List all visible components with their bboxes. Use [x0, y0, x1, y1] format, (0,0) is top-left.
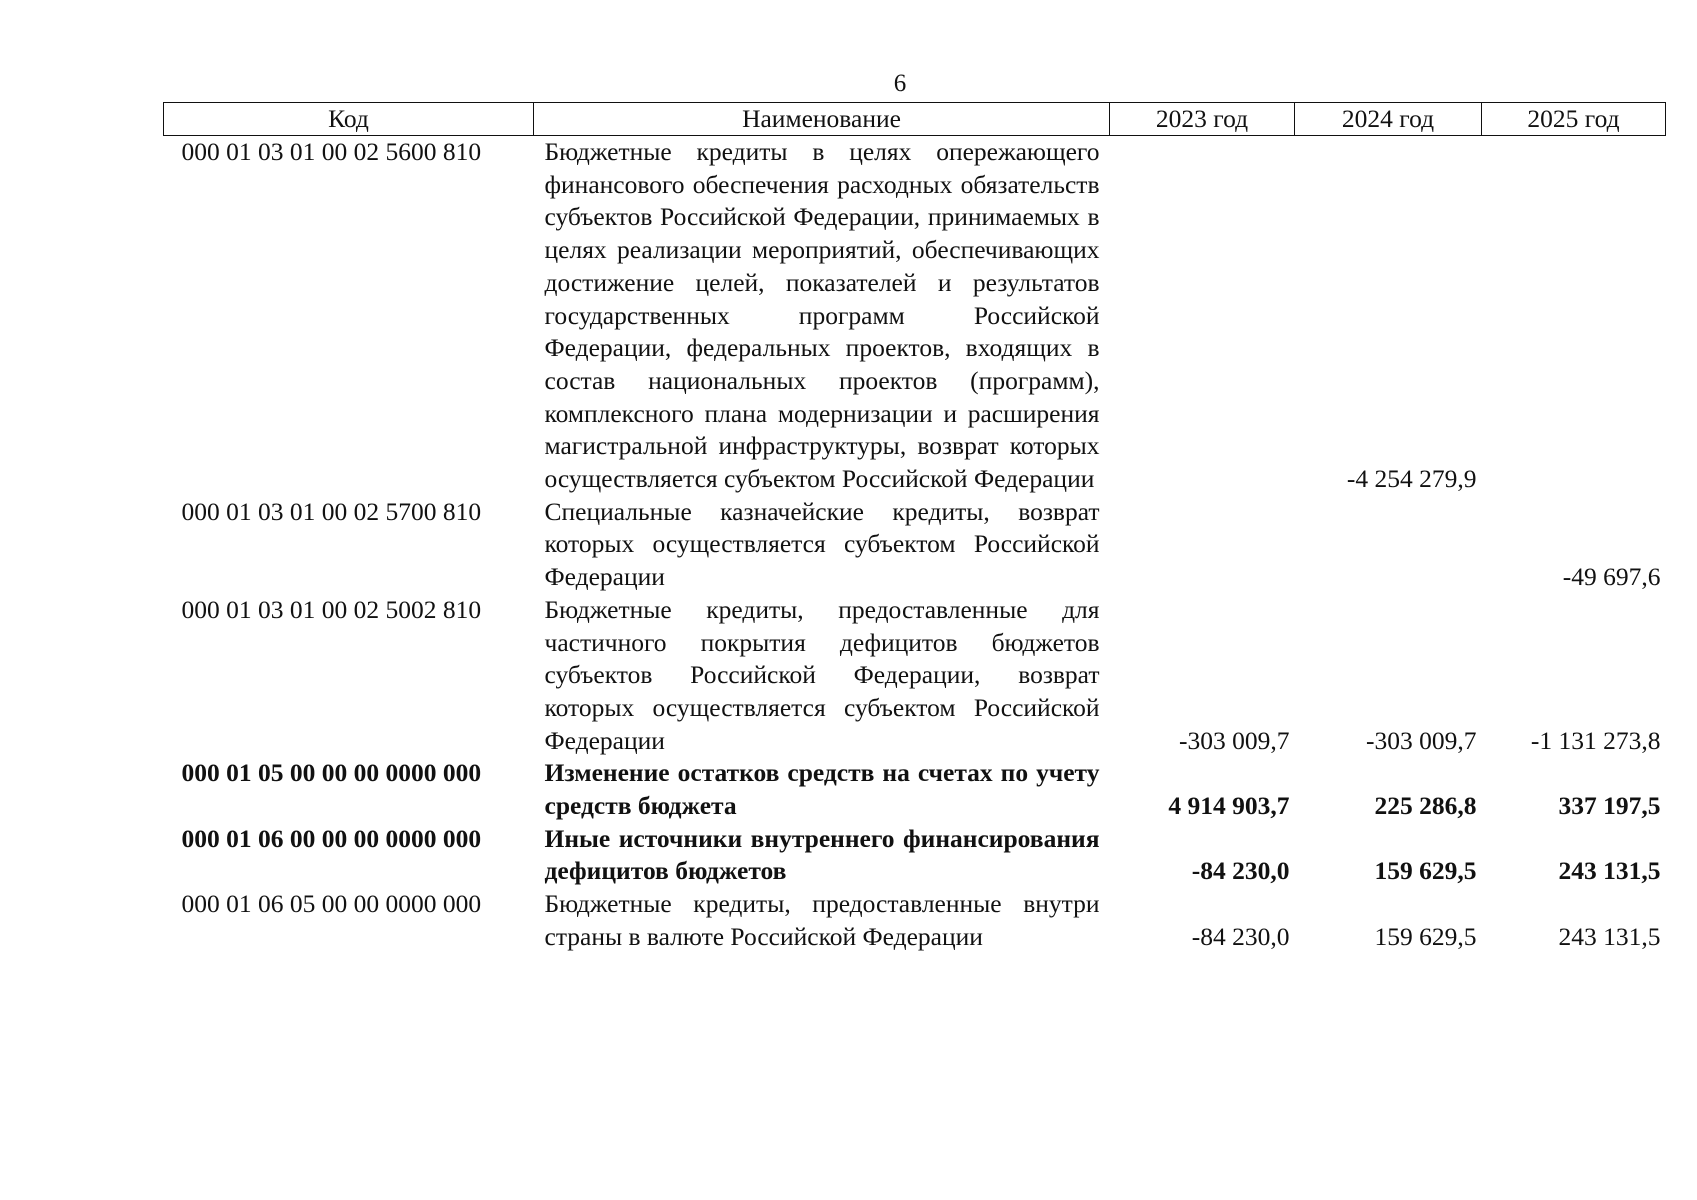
- row-value-2023: -84 230,0: [1191, 921, 1290, 951]
- header-name: Наименование: [534, 103, 1110, 136]
- header-row: [164, 103, 1666, 136]
- row-value-2024: -4 254 279,9: [1346, 464, 1477, 494]
- row-value-2025: [1482, 136, 1666, 496]
- row-code: 000 01 03 01 00 02 5700 810: [181, 496, 482, 526]
- row-value-2025: 337 197,5: [1558, 791, 1661, 821]
- row-name: Изменение остатков средств на счетах по учету средств бюджета: [544, 758, 1100, 821]
- row-code: 000 01 03 01 00 02 5002 810: [181, 594, 482, 624]
- table-row: [164, 136, 1666, 496]
- row-name: Бюджетные кредиты в целях опережающего финансового обеспечения расходных обязательств субъектов Российской Федерации, принимаемых в целях реализации мероприятий, обеспечивающих достижение целей, показателей и результатов государственных программ Российской Федерации, федеральных проектов, входящих в состав национальных проектов (программ), комплексного плана модернизации и расширения магистральной инфраструктуры, возврат которых осуществляется субъектом Российской Федерации: [544, 137, 1100, 494]
- row-value-2023: -303 009,7: [1179, 725, 1290, 755]
- row-value-2023: [1110, 136, 1295, 496]
- row-code: 000 01 06 00 00 00 0000 000: [181, 823, 482, 853]
- table-row: [164, 888, 1666, 953]
- row-value-2025: 243 131,5: [1558, 921, 1661, 951]
- row-value-2023: 4 914 903,7: [1168, 791, 1290, 821]
- table-row: [164, 823, 1666, 888]
- row-value-2023: -84 230,0: [1191, 856, 1290, 886]
- row-value-2024: 159 629,5: [1374, 921, 1477, 951]
- row-name: Иные источники внутреннего финансирования дефицитов бюджетов: [544, 823, 1100, 886]
- header-2024: 2024 год: [1295, 103, 1482, 136]
- table-row: [164, 496, 1666, 594]
- table-row: [164, 757, 1666, 822]
- header-2025: 2025 год: [1482, 103, 1666, 136]
- row-name: Специальные казначейские кредиты, возврат которых осуществляется субъектом Российской Федерации: [544, 496, 1100, 592]
- header-code: Код: [164, 103, 534, 136]
- table-header: [164, 103, 1666, 136]
- row-code: 000 01 06 05 00 00 0000 000: [181, 889, 482, 919]
- table-body: [164, 136, 1666, 954]
- row-value-2024: [1295, 496, 1482, 594]
- row-code: 000 01 03 01 00 02 5600 810: [181, 137, 482, 166]
- row-name: Бюджетные кредиты, предоставленные внутри страны в валюте Российской Федерации: [544, 889, 1100, 951]
- row-value-2025: -1 131 273,8: [1530, 725, 1661, 755]
- row-value-2024: 225 286,8: [1374, 791, 1477, 821]
- row-value-2023: [1110, 496, 1295, 594]
- row-value-2024: -303 009,7: [1366, 725, 1477, 755]
- budget-table-container: [163, 102, 1666, 954]
- header-2023: 2023 год: [1110, 103, 1295, 136]
- row-name: Бюджетные кредиты, предоставленные для частичного покрытия дефицитов бюджетов субъектов Российской Федерации, возврат которых осуществляется субъектом Российской Федерации: [544, 594, 1100, 755]
- row-value-2025: 243 131,5: [1558, 856, 1661, 886]
- page-number: 6: [893, 70, 907, 97]
- row-value-2024: 159 629,5: [1374, 856, 1477, 886]
- row-value-2025: -49 697,6: [1562, 562, 1661, 592]
- row-code: 000 01 05 00 00 00 0000 000: [181, 758, 482, 788]
- table-row: [164, 594, 1666, 758]
- budget-table: [163, 102, 1666, 954]
